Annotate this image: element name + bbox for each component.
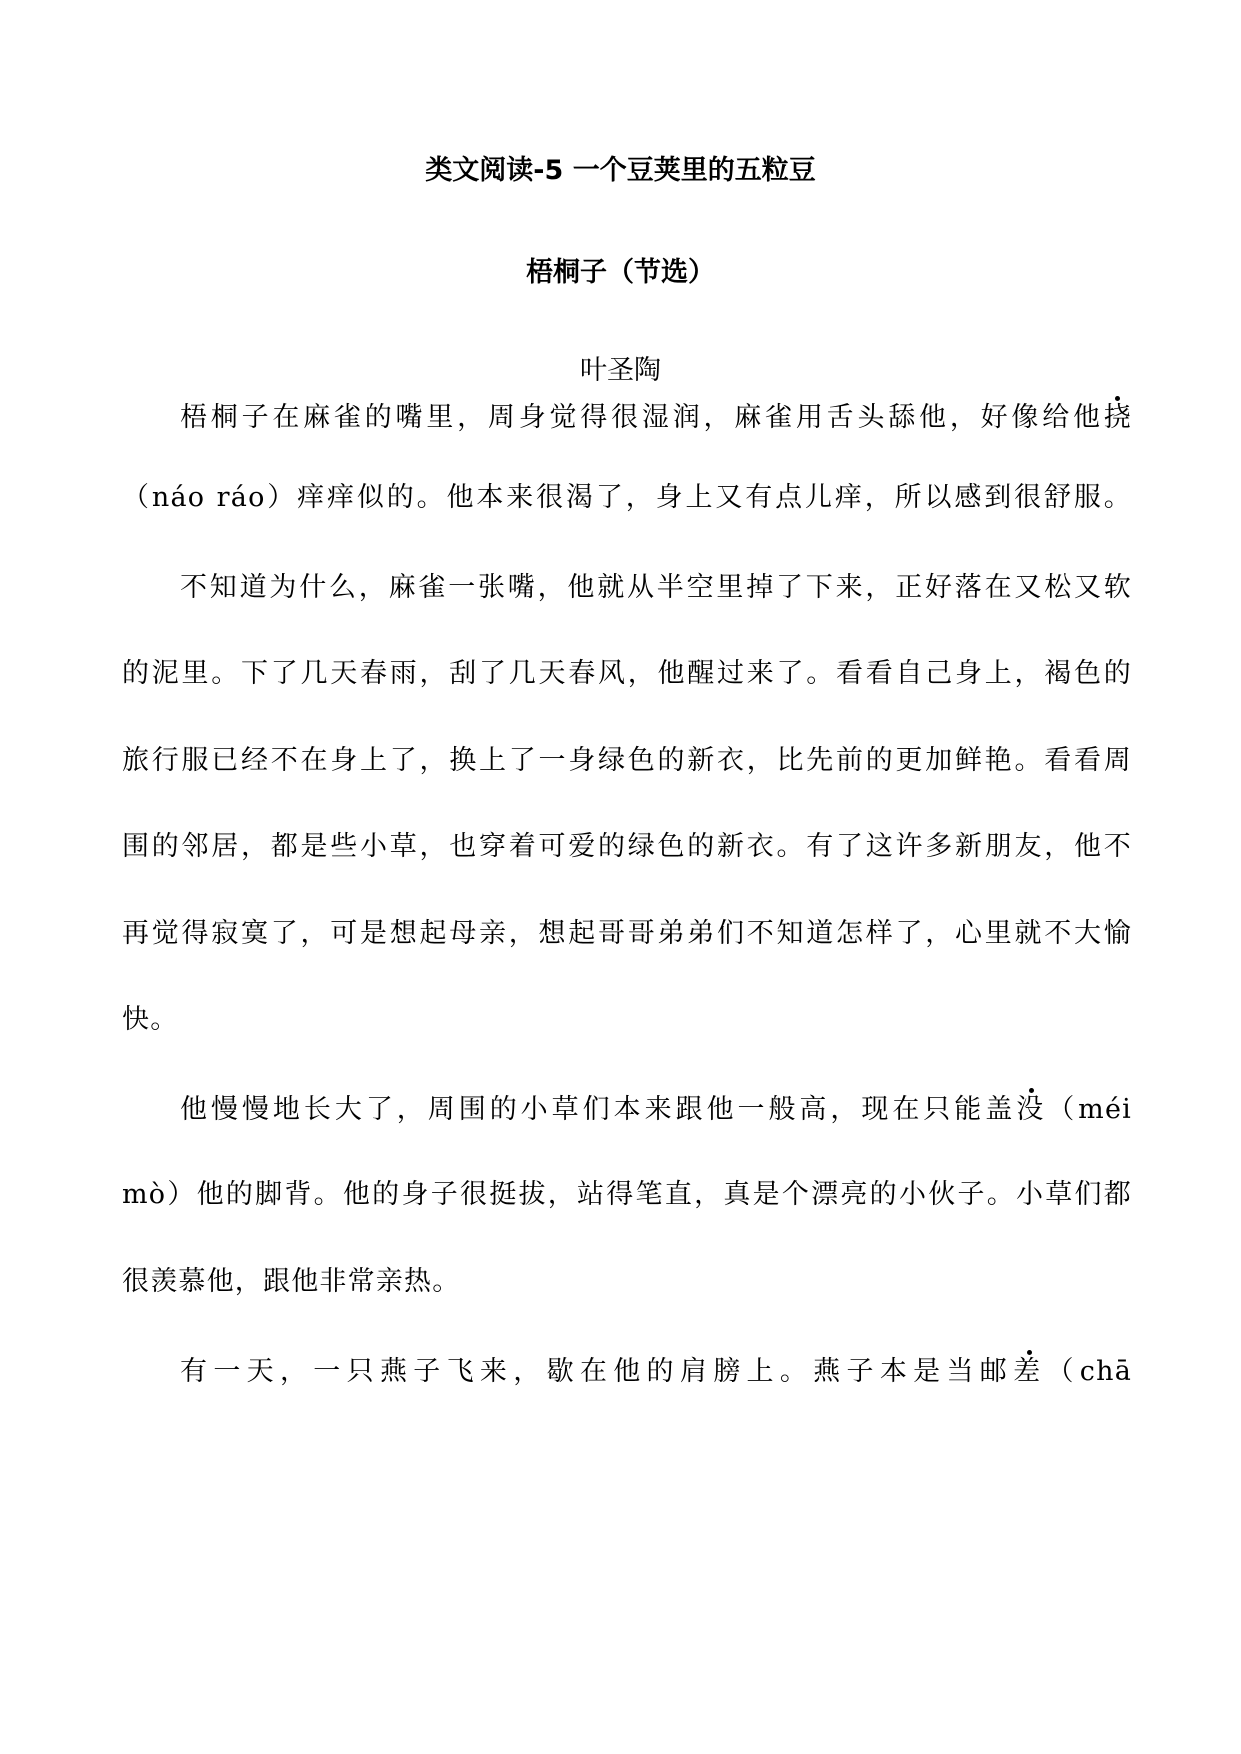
para2-line1: 不知道为什么，麻雀一张嘴，他就从半空里掉了下来，正好落在又松又软 — [180, 572, 1132, 603]
para3-line3: 很羡慕他，跟他非常亲热。 — [122, 1266, 461, 1297]
para2-line5: 再觉得寂寞了，可是想起母亲，想起哥哥弟弟们不知道怎样了，心里就不大愉 — [122, 918, 1132, 949]
author-name: 叶圣陶 — [580, 355, 661, 386]
para2-line3: 旅行服已经不在身上了，换上了一身绿色的新衣，比先前的更加鲜艳。看看周 — [122, 745, 1132, 776]
dotted-char: 挠 — [1103, 402, 1132, 433]
para2-line2: 的泥里。下了几天春雨，刮了几天春风，他醒过来了。看看自己身上，褐色的 — [122, 658, 1132, 689]
para2-line4: 围的邻居，都是些小草，也穿着可爱的绿色的新衣。有了这许多新朋友，他不 — [122, 831, 1132, 862]
story-title: 梧桐子（节选） — [526, 257, 715, 288]
para1-line1: 梧桐子在麻雀的嘴里，周身觉得很湿润，麻雀用舌头舔他，好像给他挠 — [180, 402, 1132, 433]
dotted-char: 没 — [1016, 1094, 1048, 1125]
para3-line1: 他慢慢地长大了，周围的小草们本来跟他一般高，现在只能盖没（méi — [180, 1094, 1132, 1125]
para3-line2: mò）他的脚背。他的身子很挺拔，站得笔直，真是个漂亮的小伙子。小草们都 — [122, 1179, 1132, 1210]
para2-line6: 快。 — [122, 1004, 179, 1035]
doc-title: 类文阅读-5 一个豆荚里的五粒豆 — [425, 155, 816, 186]
dotted-char: 差 — [1013, 1356, 1047, 1387]
para4-line1: 有一天，一只燕子飞来，歇在他的肩膀上。燕子本是当邮差（chā — [180, 1356, 1132, 1387]
para1-line2: （náo ráo）痒痒似的。他本来很渴了，身上又有点儿痒，所以感到很舒服。 — [122, 482, 1132, 513]
